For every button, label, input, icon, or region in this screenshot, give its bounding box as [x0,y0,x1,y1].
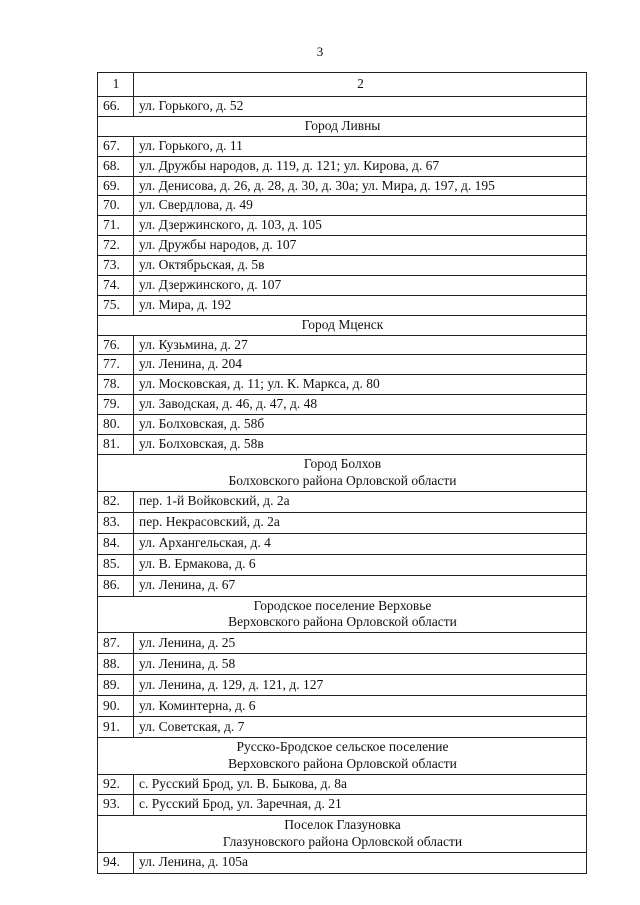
section-title [98,116,587,136]
section-title-line: Болховского района Орловской области [228,472,457,488]
row-address: ул. Ленина, д. 25 [134,633,587,654]
table-row [98,696,587,717]
row-address: ул. Коминтерна, д. 6 [134,696,587,717]
row-address: ул. Свердлова, д. 49 [134,196,587,216]
table-row [98,275,587,295]
row-number: 82. [98,491,134,512]
row-address: ул. Кузьмина, д. 27 [134,335,587,355]
row-address: ул. Ленина, д. 204 [134,355,587,375]
row-address: ул. Октябрьская, д. 5в [134,256,587,276]
section-title-line: Город Болхов [303,455,382,471]
row-number: 75. [98,295,134,315]
table-row [98,554,587,575]
row-address: ул. Ленина, д. 129, д. 121, д. 127 [134,675,587,696]
table-row [98,335,587,355]
table-row [98,196,587,216]
section-title-line: Город Мценск [301,316,384,332]
row-number: 78. [98,375,134,395]
row-number: 85. [98,554,134,575]
row-address: пер. 1-й Войковский, д. 2а [134,491,587,512]
row-number: 70. [98,196,134,216]
table-row [98,97,587,117]
row-address: ул. Ленина, д. 58 [134,654,587,675]
address-table [97,72,587,874]
row-address: ул. Горького, д. 52 [134,97,587,117]
row-number: 91. [98,717,134,738]
row-address: ул. Ленина, д. 67 [134,575,587,596]
row-address: ул. Мира, д. 192 [134,295,587,315]
table-row [98,256,587,276]
table-row [98,654,587,675]
table-row [98,717,587,738]
row-number: 83. [98,512,134,533]
table-row [98,395,587,415]
table-row [98,295,587,315]
row-address: ул. Денисова, д. 26, д. 28, д. 30, д. 30а; ул. Мира, д. 197, д. 195 [134,176,587,196]
section-title [98,454,587,491]
row-number: 73. [98,256,134,276]
row-address: ул. В. Ермакова, д. 6 [134,554,587,575]
section-title-line: Городское поселение Верховье [253,597,432,613]
section-title [98,596,587,633]
row-address: с. Русский Брод, ул. Заречная, д. 21 [134,794,587,815]
table-row [98,415,587,435]
row-number: 72. [98,236,134,256]
section-title-line: Поселок Глазуновка [284,816,401,832]
table-row [98,156,587,176]
row-address: ул. Дзержинского, д. 103, д. 105 [134,216,587,236]
row-address: ул. Дружбы народов, д. 119, д. 121; ул. Кирова, д. 67 [134,156,587,176]
table-row [98,355,587,375]
row-address: ул. Ленина, д. 105а [134,852,587,873]
row-number: 84. [98,533,134,554]
row-number: 80. [98,415,134,435]
page-number: 3 [316,44,324,59]
section-header-row [98,815,587,852]
table-row [98,375,587,395]
row-address: ул. Болховская, д. 58в [134,434,587,454]
section-header-row [98,116,587,136]
table-row [98,533,587,554]
section-header-row [98,315,587,335]
table-row [98,176,587,196]
table-row [98,236,587,256]
section-title [98,738,587,775]
section-title-line: Верховского района Орловской области [228,614,457,630]
table-row [98,216,587,236]
row-number: 81. [98,434,134,454]
row-address: ул. Московская, д. 11; ул. К. Маркса, д. 80 [134,375,587,395]
row-address: ул. Дружбы народов, д. 107 [134,236,587,256]
section-title [98,315,587,335]
table-row [98,794,587,815]
table-row [98,491,587,512]
row-number: 94. [98,852,134,873]
row-number: 86. [98,575,134,596]
row-number: 87. [98,633,134,654]
table-row [98,434,587,454]
row-number: 69. [98,176,134,196]
row-number: 76. [98,335,134,355]
row-address: с. Русский Брод, ул. В. Быкова, д. 8а [134,775,587,795]
table-row [98,852,587,873]
row-address: ул. Советская, д. 7 [134,717,587,738]
row-number: 93. [98,794,134,815]
section-header-row [98,454,587,491]
header-col-number: 1 [98,73,134,97]
section-title-line: Глазуновского района Орловской области [222,833,463,849]
row-number: 92. [98,775,134,795]
row-number: 89. [98,675,134,696]
row-address: ул. Горького, д. 11 [134,136,587,156]
section-title-line: Город Ливны [304,117,381,133]
row-number: 77. [98,355,134,375]
table-row [98,675,587,696]
table-row [98,575,587,596]
row-number: 90. [98,696,134,717]
row-address: ул. Архангельская, д. 4 [134,533,587,554]
row-number: 66. [98,97,134,117]
section-header-row [98,596,587,633]
table-row [98,512,587,533]
table-row [98,633,587,654]
row-address: пер. Некрасовский, д. 2а [134,512,587,533]
header-col-address: 2 [134,73,587,97]
table-row [98,775,587,795]
section-title-line: Русско-Бродское сельское поселение [236,739,449,755]
table-row [98,136,587,156]
row-number: 68. [98,156,134,176]
row-number: 79. [98,395,134,415]
section-title-line: Верховского района Орловской области [228,756,457,772]
address-table-body [98,73,587,874]
row-number: 71. [98,216,134,236]
row-number: 88. [98,654,134,675]
table-header-row [98,73,587,97]
section-header-row [98,738,587,775]
section-title [98,815,587,852]
row-number: 74. [98,275,134,295]
row-address: ул. Дзержинского, д. 107 [134,275,587,295]
row-number: 67. [98,136,134,156]
row-address: ул. Заводская, д. 46, д. 47, д. 48 [134,395,587,415]
row-address: ул. Болховская, д. 58б [134,415,587,435]
